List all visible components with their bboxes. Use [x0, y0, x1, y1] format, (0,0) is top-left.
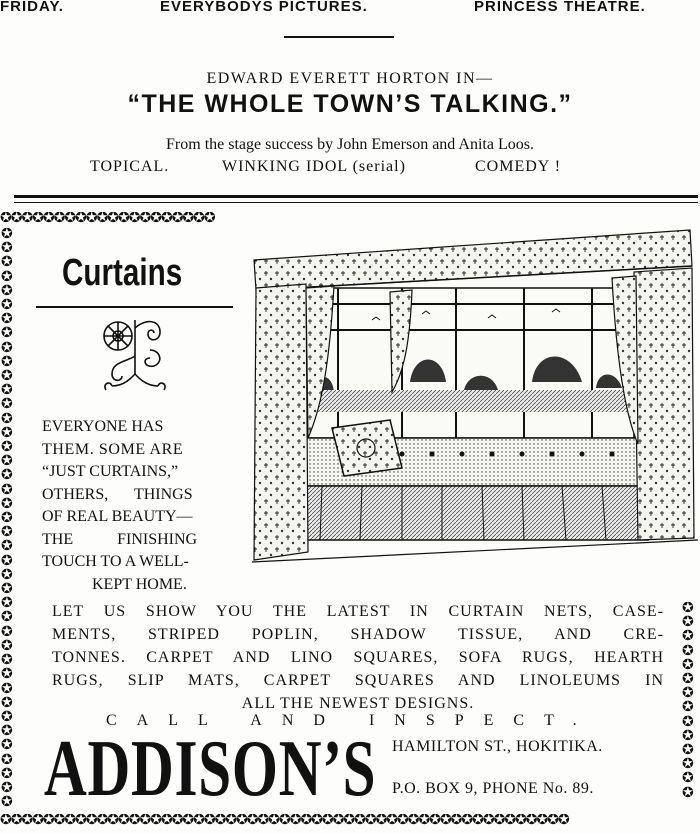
film-title: “THE WHOLE TOWN’S TALKING.”: [127, 90, 573, 118]
store-address: HAMILTON ST., HOKITIKA.: [392, 738, 603, 755]
scroll-ornament-icon: [98, 316, 172, 396]
cinema-star-line: EDWARD EVERETT HORTON IN—: [206, 70, 494, 87]
cinema-credit-line: From the stage success by John Emerson and Anita Loos.: [166, 136, 534, 153]
star-border-top: ✪✪✪✪✪✪✪✪✪✪✪✪✪✪✪✪✪✪✪✪: [0, 212, 215, 226]
ad-heading: Curtains: [62, 252, 183, 294]
call-line: CALL AND INSPECT.: [106, 712, 597, 729]
offer-line: MENTS, STRIPED POPLIN, SHADOW TISSUE, AND CRE-: [52, 626, 664, 643]
intro-line: [42, 416, 238, 439]
theatre-label: PRINCESS THEATRE.: [474, 0, 646, 15]
intro-line: THE FINISHING: [42, 530, 198, 548]
program-comedy: COMEDY !: [475, 158, 562, 175]
venue-label: EVERYBODYS PICTURES.: [160, 0, 368, 15]
day-label: FRIDAY.: [0, 0, 64, 15]
ad-intro: [42, 416, 238, 596]
offer-line: TONNES. CARPET AND LINO SQUARES, SOFA RUGS, HEARTH: [52, 649, 664, 666]
program-topical: TOPICAL.: [90, 158, 170, 175]
store-contact: P.O. BOX 9, PHONE No. 89.: [392, 780, 594, 797]
offer-line: RUGS, SLIP MATS, CARPET SQUARES AND LINOLEUMS IN: [52, 672, 664, 689]
heading-rule: [36, 306, 233, 308]
star-border-left: ✪ ✪ ✪ ✪ ✪ ✪ ✪ ✪ ✪ ✪ ✪ ✪ ✪ ✪ ✪ ✪ ✪ ✪ ✪ ✪ ✪ ✪ ✪ ✪ ✪ ✪ ✪ ✪ ✪ ✪ ✪ ✪ ✪ ✪ ✪ ✪ ✪ ✪ ✪ ✪ ✪: [1, 228, 13, 808]
store-name: ADDISON’S: [44, 725, 377, 813]
offer-text: [52, 600, 664, 715]
star-border-right: ✪ ✪ ✪ ✪ ✪ ✪ ✪ ✪ ✪ ✪ ✪ ✪ ✪ ✪: [682, 602, 694, 801]
header-dash: [284, 36, 394, 38]
intro-line-1: EVERYONE HAS: [42, 418, 164, 435]
star-border-bottom: ✪✪✪✪✪✪✪✪✪✪✪✪✪✪✪✪✪✪✪✪✪✪✪✪✪✪✪✪✪✪✪✪✪✪✪✪✪✪✪✪✪✪✪✪✪✪✪✪✪✪✪✪✪: [0, 814, 569, 828]
intro-line: OTHERS, THINGS: [42, 485, 193, 503]
program-serial: WINKING IDOL (serial): [222, 158, 406, 175]
offer-line-last: ALL THE NEWEST DESIGNS.: [241, 695, 475, 712]
divider-thin: [14, 202, 698, 203]
window-seat-curtains-illustration: [252, 222, 700, 580]
intro-line: THEM. SOME ARE: [42, 440, 184, 458]
offer-line: LET US SHOW YOU THE LATEST IN CURTAIN NETS, CASE-: [52, 603, 664, 620]
intro-line: TOUCH TO A WELL-: [42, 553, 189, 570]
intro-line: “JUST CURTAINS,”: [42, 463, 179, 480]
divider-thick: [14, 195, 698, 198]
intro-line: KEPT HOME.: [92, 575, 187, 593]
intro-line: OF REAL BEAUTY—: [42, 508, 193, 525]
